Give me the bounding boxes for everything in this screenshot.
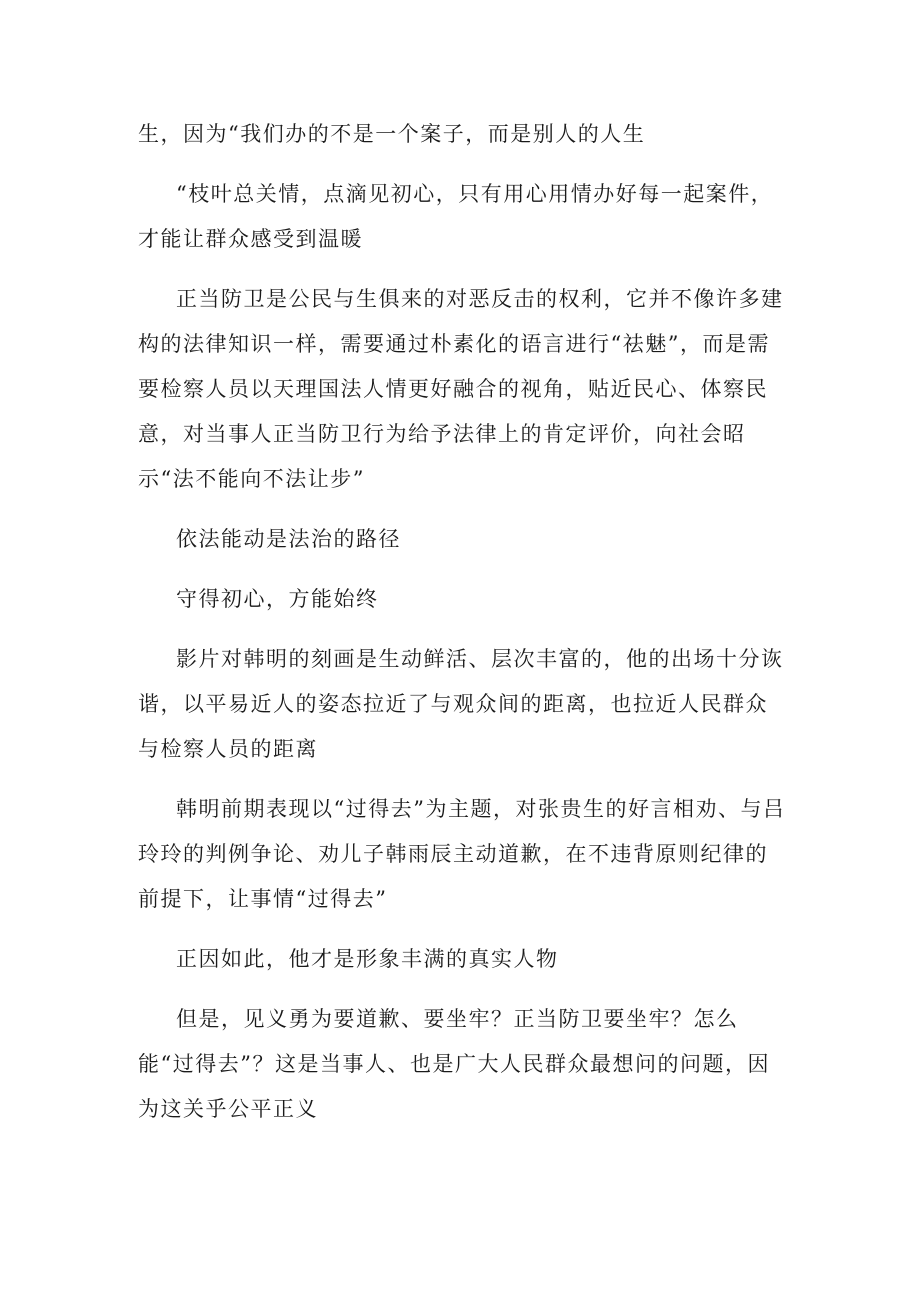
paragraph-3: 正当防卫是公民与生俱来的对恶反击的权利，它并不像许多建构的法律知识一样，需要通过朴素化的语言进行“祛魅”，而是需要检察人员以天理国法人情更好融合的视角，贴近民心、体察民意，对当事人正当防卫行为给予法律上的肯定评价，向社会昭示“法不能向不法让步”	[138, 287, 784, 491]
paragraph-7: 韩明前期表现以“过得去”为主题，对张贵生的好言相劝、与吕玲玲的判例争论、劝儿子韩雨辰主动道歉，在不违背原则纪律的前提下，让事情“过得去”	[138, 797, 786, 911]
paragraph-8: 正因如此，他才是形象丰满的真实人物	[176, 947, 559, 971]
paragraph-6: 影片对韩明的刻画是生动鲜活、层次丰富的，他的出场十分诙谐，以平易近人的姿态拉近了与观众间的距离，也拉近人民群众与检察人员的距离	[138, 647, 784, 761]
paragraph-4: 依法能动是法治的路径	[176, 527, 401, 551]
paragraph-5: 守得初心，方能始终	[176, 587, 379, 611]
document-body	[138, 112, 786, 1147]
paragraph-1: 生，因为“我们办的不是一个案子，而是别人的人生	[138, 122, 646, 146]
paragraph-2: “枝叶总关情，点滴见初心，只有用心用情办好每一起案件，才能让群众感受到温暖	[138, 182, 774, 251]
paragraph-9: 但是，见义勇为要道歉、要坐牢？正当防卫要坐牢？怎么能“过得去”？这是当事人、也是广大人民群众最想问的问题，因为这关乎公平正义	[138, 1007, 770, 1121]
